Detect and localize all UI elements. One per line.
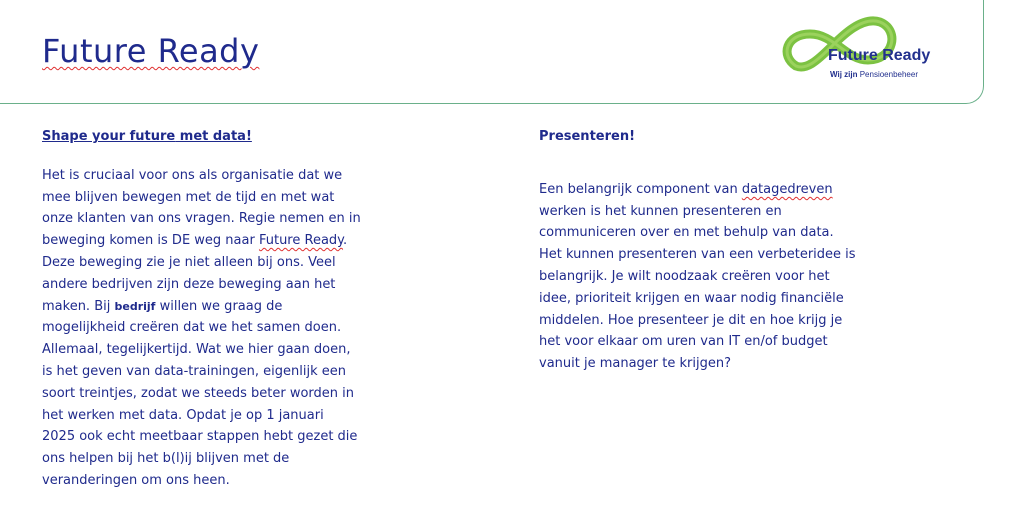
line-text: . [343, 233, 348, 249]
logo-name: Future Ready [828, 47, 931, 64]
line-text: Een belangrijk component van [539, 181, 742, 197]
paragraph-line: veranderingen om ons heen. [42, 472, 230, 488]
paragraph-line: het werken met data. Opdat je op 1 januari [42, 407, 324, 423]
paragraph-line: communiceren over en met behulp van data. [539, 225, 834, 241]
paragraph-line: mogelijkheid creëren dat we het samen doen. [42, 320, 342, 336]
left-paragraph [42, 165, 397, 492]
logo-tagline [830, 70, 918, 79]
paragraph-line: is het geven van data-trainingen, eigenlijk een [42, 363, 346, 379]
paragraph-line: het voor elkaar om uren van IT en/of budget [539, 334, 828, 350]
line-text: beweging komen is DE weg naar [42, 233, 259, 249]
paragraph-line: mee blijven bewegen met de tijd en met wat [42, 189, 335, 205]
paragraph-line: Het kunnen presenteren van een verbeteridee is [539, 247, 856, 263]
company-placeholder: bedrijf [114, 299, 156, 313]
paragraph-line: onze klanten van ons vragen. Regie nemen en in [42, 211, 361, 227]
paragraph-line: Deze beweging zie je niet alleen bij ons. Veel [42, 254, 336, 270]
paragraph-line: andere bedrijven zijn deze beweging aan het [42, 276, 336, 292]
line-text: willen we graag de [155, 298, 283, 314]
paragraph-line: belangrijk. Je wilt noodzaak creëren voor het [539, 268, 830, 284]
datagedreven-term: datagedreven [741, 181, 833, 197]
paragraph-line [42, 230, 397, 252]
line-text: maken. Bij [42, 298, 115, 314]
paragraph-line: Allemaal, tegelijkertijd. Wat we hier gaan doen, [42, 342, 351, 358]
paragraph-line: Het is cruciaal voor ons als organisatie dat we [42, 167, 343, 183]
left-heading-underlined: Shape your future [42, 129, 176, 144]
page-title-text: Future Ready [42, 32, 260, 70]
left-heading [42, 126, 397, 148]
right-heading: Presenteren! [539, 129, 636, 144]
left-heading-rest: met data! [175, 129, 252, 144]
paragraph-line: idee, prioriteit krijgen en waar nodig financiële [539, 290, 844, 306]
logo-tagline-bold: Wij zijn [830, 70, 858, 79]
page-title [42, 32, 259, 70]
paragraph-line: vanuit je manager te krijgen? [539, 356, 731, 372]
paragraph-line: 2025 ook echt meetbaar stappen hebt gezet die [42, 429, 358, 445]
paragraph-line: werken is het kunnen presenteren en [539, 203, 782, 219]
right-column [539, 126, 899, 375]
right-paragraph [539, 179, 899, 375]
paragraph-line [539, 179, 899, 201]
paragraph-line: ons helpen bij het b(l)ij blijven met de [42, 451, 290, 467]
future-ready-term: Future Ready [258, 233, 344, 249]
paragraph-line: soort treintjes, zodat we steeds beter worden in [42, 385, 355, 401]
paragraph-line [42, 296, 397, 318]
logo-tagline-rest: Pensioenbeheer [857, 70, 918, 79]
left-column [42, 126, 397, 492]
paragraph-line: middelen. Hoe presenteer je dit en hoe krijg je [539, 312, 843, 328]
